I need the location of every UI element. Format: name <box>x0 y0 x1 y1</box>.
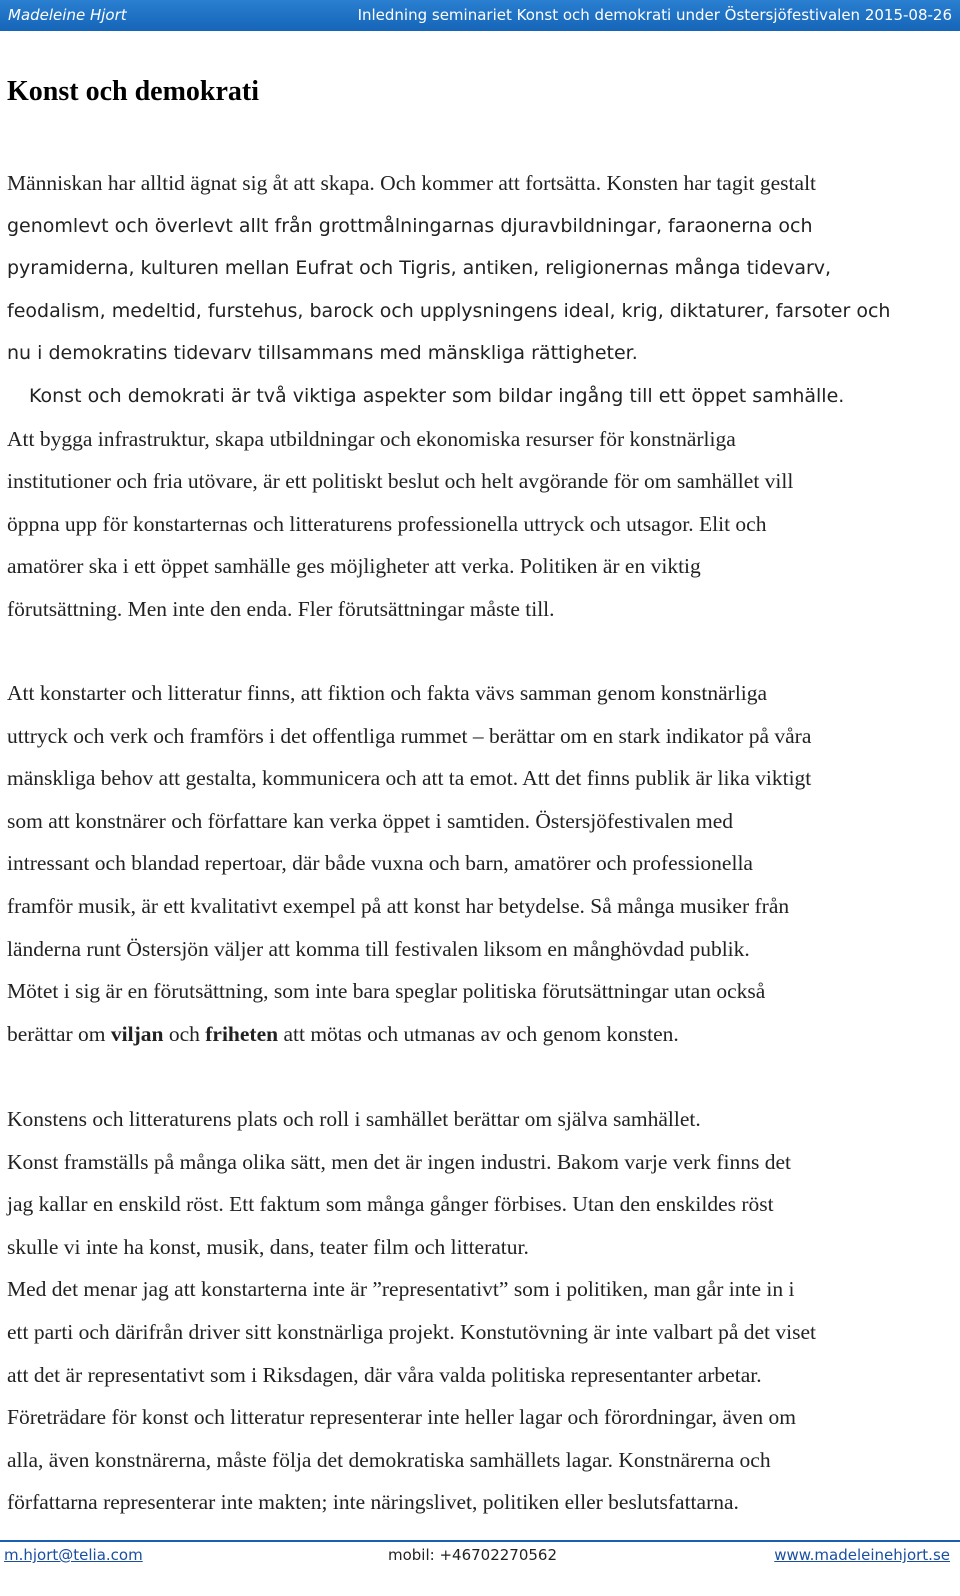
text-line: länderna runt Östersjön väljer att komma till festivalen liksom en månghövdad publik. <box>7 936 750 961</box>
header-doc-title: Inledning seminariet Konst och demokrati under Östersjöfestivalen 2015-08-26 <box>357 6 952 24</box>
text-line: nu i demokratins tidevarv tillsammans med mänskliga rättigheter. <box>7 342 638 365</box>
text-line: Företrädare för konst och litteratur representerar inte heller lagar och förordningar, även om <box>7 1405 796 1430</box>
page-header <box>0 0 960 31</box>
header-author: Madeleine Hjort <box>8 6 127 24</box>
text-line: alla, även konstnärerna, måste följa det demokratiska samhällets lagar. Konstnärerna och <box>7 1447 771 1472</box>
text-fragment: berättar om <box>7 1021 111 1046</box>
footer-phone: mobil: +46702270562 <box>388 1546 558 1564</box>
text-fragment: att mötas och utmanas av och genom konsten. <box>278 1021 679 1046</box>
text-line: intressant och blandad repertoar, där både vuxna och barn, amatörer och professionella <box>7 851 753 876</box>
text-line: Människan har alltid ägnat sig åt att skapa. Och kommer att fortsätta. Konsten har tagit gestalt <box>7 171 817 195</box>
text-line: författarna representerar inte makten; inte näringslivet, politiken eller beslutsfattarna. <box>7 1490 739 1515</box>
text-line: Mötet i sig är en förutsättning, som inte bara speglar politiska förutsättningar utan också <box>7 979 766 1004</box>
text-line: som att konstnärer och författare kan verka öppet i samtiden. Östersjöfestivalen med <box>7 808 733 833</box>
text-line: skulle vi inte ha konst, musik, dans, teater film och litteratur. <box>7 1234 529 1259</box>
bold-word-viljan: viljan <box>110 1021 164 1046</box>
footer-divider <box>0 1540 960 1542</box>
text-fragment: och <box>163 1021 206 1046</box>
text-line: institutioner och fria utövare, är ett politiskt beslut och helt avgörande för om samhället vill <box>7 469 794 494</box>
text-line: öppna upp för konstarternas och litteraturens professionella uttryck och utsagor. Elit och <box>7 511 767 536</box>
section-1 <box>7 162 955 631</box>
document-title: Konst och demokrati <box>7 76 259 107</box>
text-line: Konst och demokrati är två viktiga aspekter som bildar ingång till ett öppet samhälle. <box>29 384 845 407</box>
text-line: feodalism, medeltid, furstehus, barock och upplysningens ideal, krig, diktaturer, farsoter och <box>7 299 891 322</box>
text-line: Med det menar jag att konstarterna inte är ”representativt” som i politiken, man går inte in i <box>7 1277 795 1302</box>
text-line: mänskliga behov att gestalta, kommunicera och att ta emot. Att det finns publik är lika viktigt <box>7 766 812 791</box>
text-line: jag kallar en enskild röst. Ett faktum som många gånger förbises. Utan den enskildes röst <box>7 1192 774 1217</box>
bold-word-friheten: friheten <box>205 1021 279 1046</box>
text-line: att det är representativt som i Riksdagen, där våra valda politiska representanter arbetar. <box>7 1362 762 1387</box>
section-2 <box>7 672 955 1055</box>
section-3 <box>7 1098 955 1524</box>
text-line: framför musik, är ett kvalitativt exempel på att konst har betydelse. Så många musiker från <box>7 893 790 918</box>
footer-email-link[interactable]: m.hjort@telia.com <box>4 1546 143 1564</box>
text-line: ett parti och därifrån driver sitt konstnärliga projekt. Konstutövning är inte valbart på det viset <box>7 1319 817 1344</box>
text-line: amatörer ska i ett öppet samhälle ges möjligheter att verka. Politiken är en viktig <box>7 554 701 579</box>
text-line: Att konstarter och litteratur finns, att fiktion och fakta vävs samman genom konstnärliga <box>7 681 768 705</box>
footer-website-link[interactable]: www.madeleinehjort.se <box>774 1546 950 1564</box>
text-line: Konst framställs på många olika sätt, men det är ingen industri. Bakom varje verk finns det <box>7 1149 791 1174</box>
text-line: förutsättning. Men inte den enda. Fler förutsättningar måste till. <box>7 596 555 621</box>
text-line: genomlevt och överlevt allt från grottmålningarnas djuravbildningar, faraonerna och <box>7 214 813 237</box>
text-line: uttryck och verk och framförs i det offentliga rummet – berättar om en stark indikator på våra <box>7 723 812 748</box>
text-line: Konstens och litteraturens plats och roll i samhället berättar om själva samhället. <box>7 1107 701 1131</box>
text-line: Att bygga infrastruktur, skapa utbildningar och ekonomiska resurser för konstnärliga <box>7 426 736 451</box>
text-line: pyramiderna, kulturen mellan Eufrat och Tigris, antiken, religionernas många tidevarv, <box>7 257 832 280</box>
text-line-last <box>7 1013 955 1056</box>
